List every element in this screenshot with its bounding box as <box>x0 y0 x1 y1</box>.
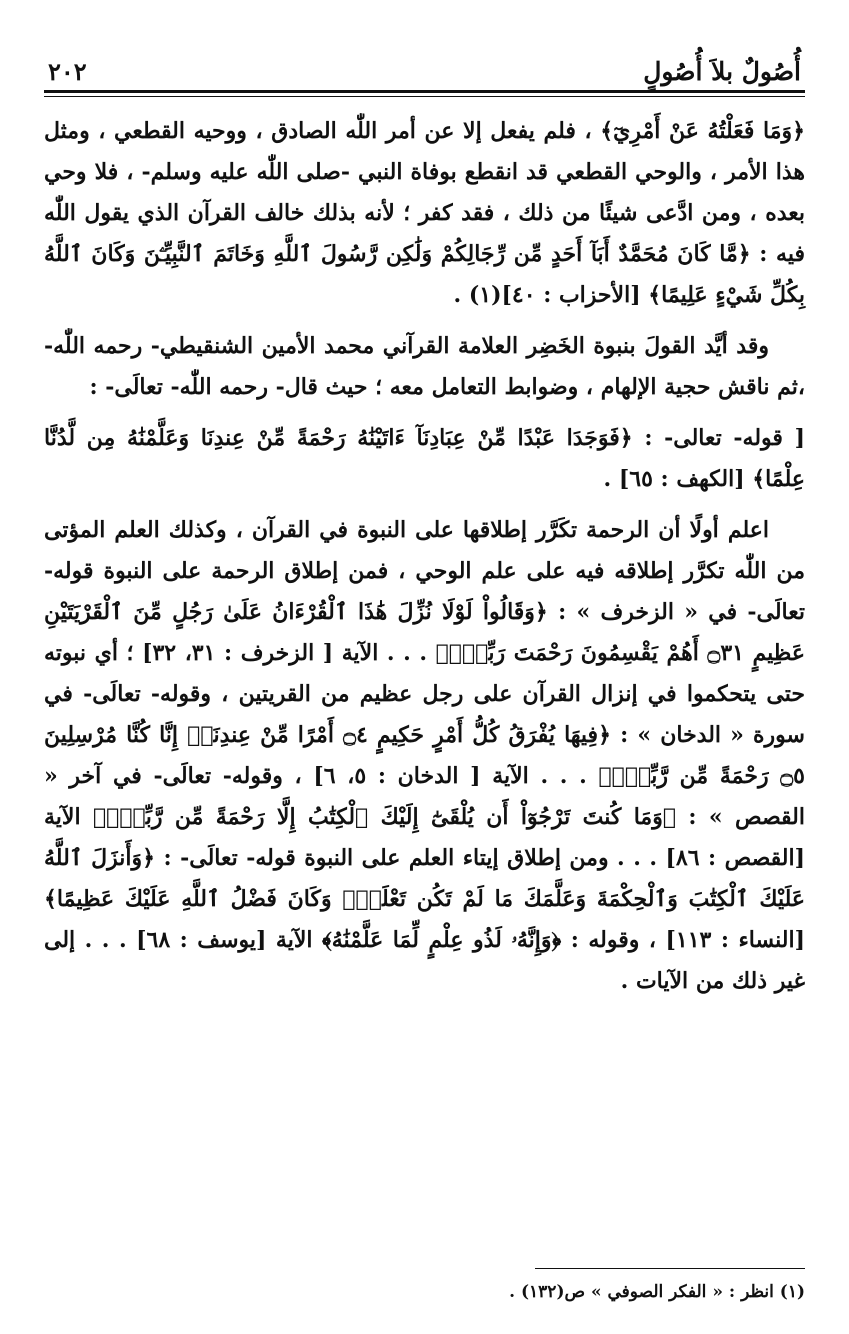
footnotes <box>44 1268 805 1305</box>
header-rule-thick <box>44 90 805 93</box>
paragraph: [ قوله- تعالى- : ﴿فَوَجَدَا عَبْدًا مِّنْ عِبَادِنَآ ءَاتَيْنَٰهُ رَحْمَةً مِّنْ عِندِنَا وَعَلَّمْنَٰهُ مِن لَّدُنَّا عِلْمًا﴾ [الكهف : ٦٥] . <box>44 425 805 492</box>
running-title: أُصُولٌ بلاَ أُصُولٍ <box>643 57 801 86</box>
body-text <box>44 111 805 1002</box>
header-rule-thin <box>44 96 805 97</box>
paragraph: ﴿وَمَا فَعَلْتُهُ عَنْ أَمْرِيٓ﴾ ، فلم يفعل إلا عن أمر اللّٰه الصادق ، ووحيه القطعي ، ومثل هذا الأمر ، والوحي القطعي قد انقطع بوفاة النبي -صلى اللّٰه عليه وسلم- ، فلا وحي بعده ، ومن ادَّعى شيئًا من ذلك ، فقد كفر ؛ لأنه بذلك خالف القرآن الذي يقول اللّٰه فيه : ﴿مَّا كَانَ مُحَمَّدٌ أَبَآ أَحَدٍ مِّن رِّجَالِكُمْ وَلَٰكِن رَّسُولَ ٱللَّهِ وَخَاتَمَ ٱلنَّبِيِّـۧنَ وَكَانَ ٱللَّهُ بِكُلِّ شَيْءٍ عَلِيمًا﴾ [الأحزاب : ٤٠](١) . <box>44 118 805 308</box>
page-header <box>44 42 805 86</box>
paragraph: وقد أيَّد القولَ بنبوة الخَضِر العلامة القرآني محمد الأمين الشنقيطي- رحمه اللّٰه- ،ثم ناقش حجية الإلهام ، وضوابط التعامل معه ؛ حيث قال- رحمه اللّٰه- تعالَى- : <box>44 333 805 400</box>
paragraph: اعلم أولًا أن الرحمة تكَرَّر إطلاقها على النبوة في القرآن ، وكذلك العلم المؤتى من اللّٰه تكرَّر إطلاقه فيه على علم الوحي ، فمن إطلاق الرحمة على النبوة قوله- تعالَى- في « الزخرف » : ﴿وَقَالُواْ لَوْلَا نُزِّلَ هَٰذَا ٱلْقُرْءَانُ عَلَىٰ رَجُلٍ مِّنَ ٱلْقَرْيَتَيْنِ عَظِيمٍ ۝٣١ أَهُمْ يَقْسِمُونَ رَحْمَتَ رَبِّكَۚ﴾ . . . الآية [ الزخرف : ٣١، ٣٢] ؛ أي نبوته حتى يتحكموا في إنزال القرآن على رجل عظيم من القريتين ، وقوله- تعالَى- في سورة « الدخان » : ﴿فِيهَا يُفْرَقُ كُلُّ أَمْرٍ حَكِيمٍ ۝٤ أَمْرًا مِّنْ عِندِنَآۚ إِنَّا كُنَّا مُرْسِلِينَ ۝٥ رَحْمَةً مِّن رَّبِّكَۚ﴾ . . . الآية [ الدخان : ٥، ٦] ، وقوله- تعالَى- في آخر « القصص » : ﴿وَمَا كُنتَ تَرْجُوٓاْ أَن يُلْقَىٰٓ إِلَيْكَ ٱلْكِتَٰبُ إِلَّا رَحْمَةً مِّن رَّبِّكَۖ﴾ الآية [القصص : ٨٦] . . . ومن إطلاق إيتاء العلم على النبوة قوله- تعالَى- : ﴿وَأَنزَلَ ٱللَّهُ عَلَيْكَ ٱلْكِتَٰبَ وَٱلْحِكْمَةَ وَعَلَّمَكَ مَا لَمْ تَكُن تَعْلَمُۚ وَكَانَ فَضْلُ ٱللَّهِ عَلَيْكَ عَظِيمًا﴾ [النساء : ١١٣] ، وقوله : ﴿وَإِنَّهُۥ لَذُو عِلْمٍ لِّمَا عَلَّمْنَٰهُ﴾ الآية [يوسف : ٦٨] . . . إلى غير ذلك من الآيات . <box>44 517 806 994</box>
footnote: (١) انظر : « الفكر الصوفي » ص(١٣٢) . <box>509 1282 805 1302</box>
page-number: ٢٠٢ <box>48 57 87 86</box>
footnote-rule <box>535 1268 805 1269</box>
